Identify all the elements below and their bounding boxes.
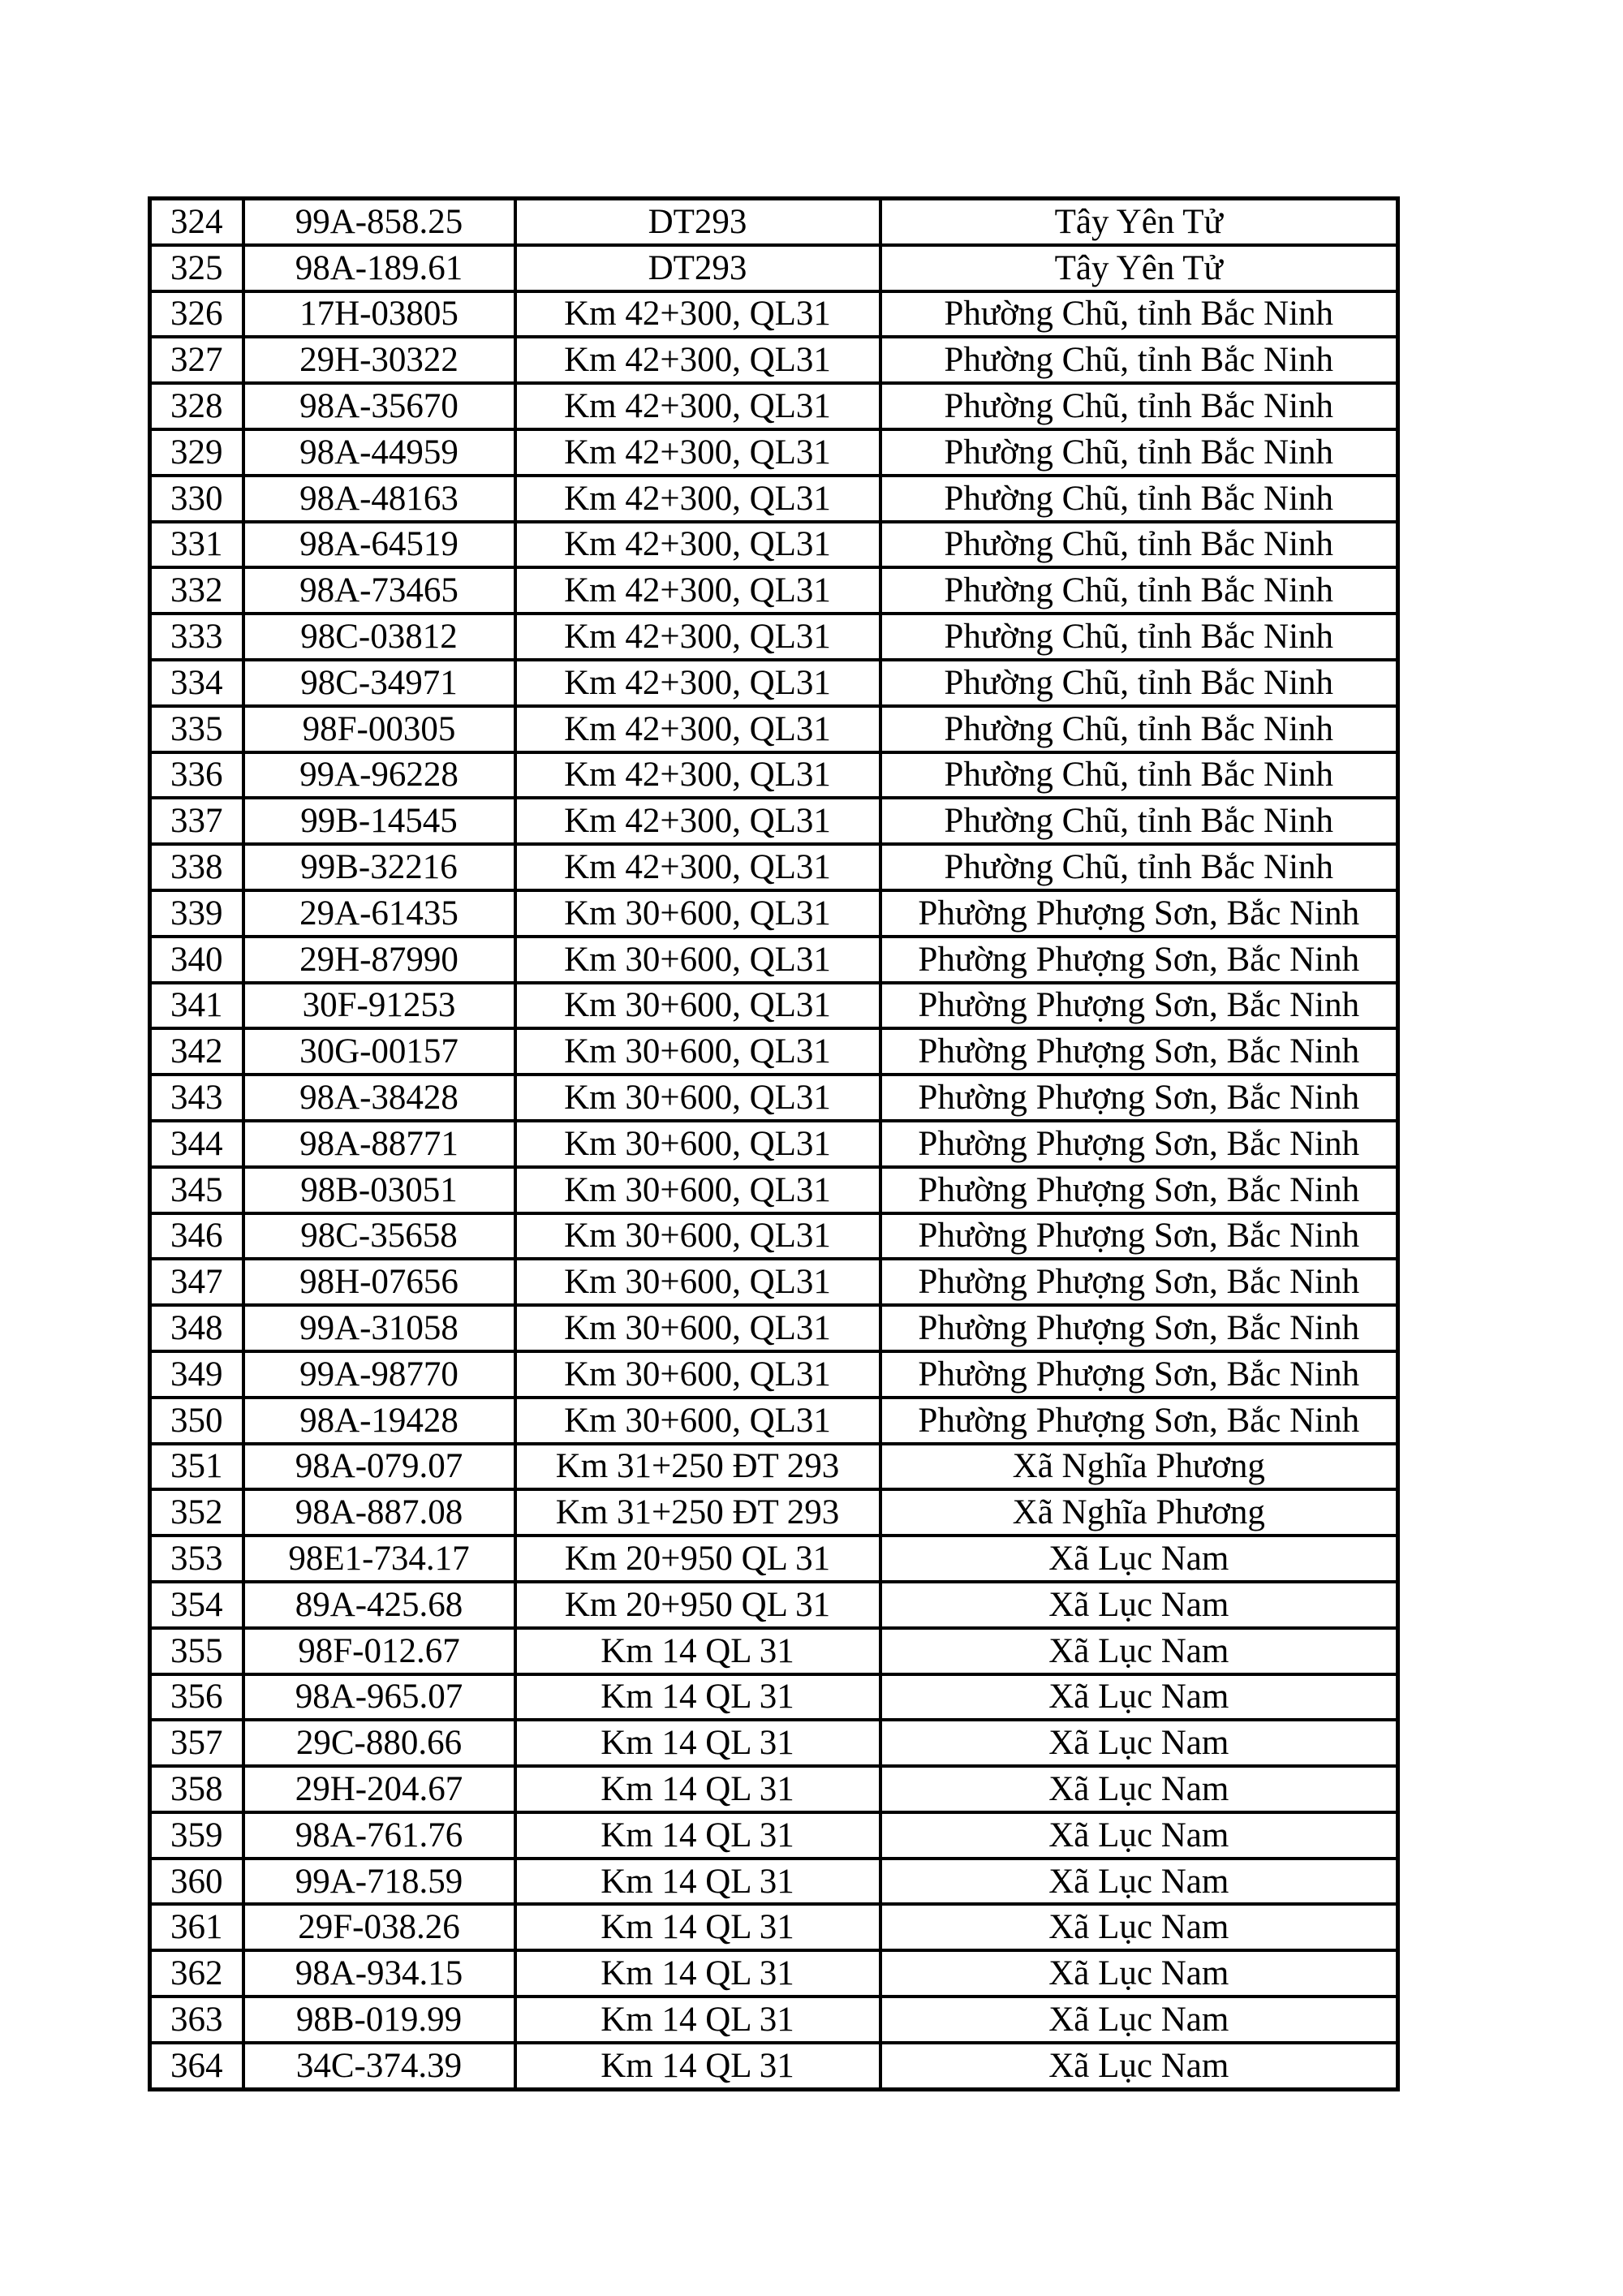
place-name-cell: Phường Chũ, tỉnh Bắc Ninh bbox=[880, 476, 1398, 522]
row-index-cell: 354 bbox=[150, 1582, 243, 1628]
location-cell: Km 20+950 QL 31 bbox=[515, 1582, 880, 1628]
plate-number-cell: 98A-73465 bbox=[243, 567, 515, 614]
violation-table bbox=[148, 196, 1400, 2091]
plate-number-cell: 98A-64519 bbox=[243, 522, 515, 568]
location-cell: Km 14 QL 31 bbox=[515, 1859, 880, 1905]
place-name-cell: Xã Lục Nam bbox=[880, 1674, 1398, 1721]
table-row bbox=[150, 199, 1398, 245]
plate-number-cell: 29F-038.26 bbox=[243, 1904, 515, 1950]
place-name-cell: Phường Chũ, tỉnh Bắc Ninh bbox=[880, 429, 1398, 476]
table-row bbox=[150, 1305, 1398, 1351]
table-row bbox=[150, 291, 1398, 338]
place-name-cell: Phường Chũ, tỉnh Bắc Ninh bbox=[880, 567, 1398, 614]
location-cell: Km 30+600, QL31 bbox=[515, 1167, 880, 1213]
place-name-cell: Xã Lục Nam bbox=[880, 1766, 1398, 1812]
location-cell: Km 42+300, QL31 bbox=[515, 567, 880, 614]
plate-number-cell: 99B-14545 bbox=[243, 798, 515, 844]
plate-number-cell: 99A-31058 bbox=[243, 1305, 515, 1351]
location-cell: Km 30+600, QL31 bbox=[515, 1121, 880, 1167]
row-index-cell: 340 bbox=[150, 937, 243, 983]
place-name-cell: Xã Lục Nam bbox=[880, 1950, 1398, 1997]
place-name-cell: Xã Nghĩa Phương bbox=[880, 1489, 1398, 1536]
table-row bbox=[150, 1167, 1398, 1213]
row-index-cell: 326 bbox=[150, 291, 243, 338]
place-name-cell: Tây Yên Tử bbox=[880, 199, 1398, 245]
plate-number-cell: 99A-858.25 bbox=[243, 199, 515, 245]
plate-number-cell: 98A-887.08 bbox=[243, 1489, 515, 1536]
plate-number-cell: 98F-012.67 bbox=[243, 1628, 515, 1674]
row-index-cell: 363 bbox=[150, 1997, 243, 2043]
table-row bbox=[150, 337, 1398, 383]
row-index-cell: 338 bbox=[150, 844, 243, 890]
table-row bbox=[150, 1121, 1398, 1167]
table-row bbox=[150, 1950, 1398, 1997]
place-name-cell: Phường Phượng Sơn, Bắc Ninh bbox=[880, 1028, 1398, 1075]
table-row bbox=[150, 752, 1398, 799]
location-cell: Km 14 QL 31 bbox=[515, 1904, 880, 1950]
row-index-cell: 331 bbox=[150, 522, 243, 568]
location-cell: Km 42+300, QL31 bbox=[515, 798, 880, 844]
row-index-cell: 342 bbox=[150, 1028, 243, 1075]
plate-number-cell: 98A-48163 bbox=[243, 476, 515, 522]
row-index-cell: 333 bbox=[150, 614, 243, 660]
location-cell: Km 30+600, QL31 bbox=[515, 1351, 880, 1398]
location-cell: Km 42+300, QL31 bbox=[515, 383, 880, 429]
table-row bbox=[150, 660, 1398, 706]
location-cell: Km 42+300, QL31 bbox=[515, 522, 880, 568]
table-row bbox=[150, 1536, 1398, 1582]
row-index-cell: 327 bbox=[150, 337, 243, 383]
table-row bbox=[150, 1259, 1398, 1305]
table-row bbox=[150, 1213, 1398, 1260]
table-row bbox=[150, 1444, 1398, 1490]
row-index-cell: 358 bbox=[150, 1766, 243, 1812]
location-cell: Km 42+300, QL31 bbox=[515, 291, 880, 338]
plate-number-cell: 98A-88771 bbox=[243, 1121, 515, 1167]
row-index-cell: 329 bbox=[150, 429, 243, 476]
place-name-cell: Phường Phượng Sơn, Bắc Ninh bbox=[880, 983, 1398, 1029]
location-cell: Km 30+600, QL31 bbox=[515, 1398, 880, 1444]
plate-number-cell: 29H-30322 bbox=[243, 337, 515, 383]
plate-number-cell: 98A-761.76 bbox=[243, 1812, 515, 1859]
plate-number-cell: 98A-19428 bbox=[243, 1398, 515, 1444]
place-name-cell: Phường Chũ, tỉnh Bắc Ninh bbox=[880, 522, 1398, 568]
place-name-cell: Tây Yên Tử bbox=[880, 245, 1398, 291]
row-index-cell: 349 bbox=[150, 1351, 243, 1398]
plate-number-cell: 17H-03805 bbox=[243, 291, 515, 338]
place-name-cell: Xã Lục Nam bbox=[880, 1812, 1398, 1859]
place-name-cell: Xã Lục Nam bbox=[880, 1904, 1398, 1950]
table-body bbox=[150, 199, 1398, 2090]
place-name-cell: Phường Chũ, tỉnh Bắc Ninh bbox=[880, 706, 1398, 752]
table-row bbox=[150, 706, 1398, 752]
place-name-cell: Xã Lục Nam bbox=[880, 1582, 1398, 1628]
place-name-cell: Phường Chũ, tỉnh Bắc Ninh bbox=[880, 383, 1398, 429]
row-index-cell: 332 bbox=[150, 567, 243, 614]
location-cell: Km 31+250 ĐT 293 bbox=[515, 1489, 880, 1536]
row-index-cell: 343 bbox=[150, 1075, 243, 1121]
row-index-cell: 348 bbox=[150, 1305, 243, 1351]
plate-number-cell: 29C-880.66 bbox=[243, 1720, 515, 1766]
location-cell: Km 31+250 ĐT 293 bbox=[515, 1444, 880, 1490]
location-cell: Km 14 QL 31 bbox=[515, 1812, 880, 1859]
plate-number-cell: 98H-07656 bbox=[243, 1259, 515, 1305]
table-row bbox=[150, 890, 1398, 937]
row-index-cell: 347 bbox=[150, 1259, 243, 1305]
place-name-cell: Phường Phượng Sơn, Bắc Ninh bbox=[880, 1351, 1398, 1398]
location-cell: Km 14 QL 31 bbox=[515, 1997, 880, 2043]
location-cell: Km 14 QL 31 bbox=[515, 2043, 880, 2089]
location-cell: Km 42+300, QL31 bbox=[515, 429, 880, 476]
location-cell: Km 42+300, QL31 bbox=[515, 337, 880, 383]
location-cell: Km 30+600, QL31 bbox=[515, 1075, 880, 1121]
table-row bbox=[150, 798, 1398, 844]
place-name-cell: Phường Phượng Sơn, Bắc Ninh bbox=[880, 1259, 1398, 1305]
table-row bbox=[150, 937, 1398, 983]
table-row bbox=[150, 567, 1398, 614]
table-row bbox=[150, 1398, 1398, 1444]
row-index-cell: 346 bbox=[150, 1213, 243, 1260]
row-index-cell: 359 bbox=[150, 1812, 243, 1859]
plate-number-cell: 99B-32216 bbox=[243, 844, 515, 890]
row-index-cell: 355 bbox=[150, 1628, 243, 1674]
plate-number-cell: 98A-44959 bbox=[243, 429, 515, 476]
plate-number-cell: 98A-965.07 bbox=[243, 1674, 515, 1721]
row-index-cell: 361 bbox=[150, 1904, 243, 1950]
place-name-cell: Phường Chũ, tỉnh Bắc Ninh bbox=[880, 660, 1398, 706]
table-row bbox=[150, 1582, 1398, 1628]
plate-number-cell: 98F-00305 bbox=[243, 706, 515, 752]
plate-number-cell: 30F-91253 bbox=[243, 983, 515, 1029]
plate-number-cell: 29H-87990 bbox=[243, 937, 515, 983]
plate-number-cell: 98B-019.99 bbox=[243, 1997, 515, 2043]
place-name-cell: Xã Lục Nam bbox=[880, 1720, 1398, 1766]
location-cell: Km 30+600, QL31 bbox=[515, 1259, 880, 1305]
plate-number-cell: 98E1-734.17 bbox=[243, 1536, 515, 1582]
plate-number-cell: 98A-079.07 bbox=[243, 1444, 515, 1490]
plate-number-cell: 29A-61435 bbox=[243, 890, 515, 937]
table-row bbox=[150, 1351, 1398, 1398]
place-name-cell: Phường Phượng Sơn, Bắc Ninh bbox=[880, 890, 1398, 937]
location-cell: Km 42+300, QL31 bbox=[515, 476, 880, 522]
location-cell: Km 30+600, QL31 bbox=[515, 890, 880, 937]
location-cell: Km 42+300, QL31 bbox=[515, 844, 880, 890]
table-row bbox=[150, 1075, 1398, 1121]
table-row bbox=[150, 1489, 1398, 1536]
table-row bbox=[150, 383, 1398, 429]
place-name-cell: Xã Lục Nam bbox=[880, 1859, 1398, 1905]
place-name-cell: Phường Phượng Sơn, Bắc Ninh bbox=[880, 1167, 1398, 1213]
location-cell: Km 14 QL 31 bbox=[515, 1720, 880, 1766]
location-cell: Km 30+600, QL31 bbox=[515, 937, 880, 983]
table-row bbox=[150, 1028, 1398, 1075]
place-name-cell: Xã Lục Nam bbox=[880, 2043, 1398, 2089]
location-cell: Km 42+300, QL31 bbox=[515, 752, 880, 799]
table-row bbox=[150, 614, 1398, 660]
location-cell: Km 42+300, QL31 bbox=[515, 660, 880, 706]
place-name-cell: Phường Phượng Sơn, Bắc Ninh bbox=[880, 1398, 1398, 1444]
place-name-cell: Phường Chũ, tỉnh Bắc Ninh bbox=[880, 291, 1398, 338]
table-row bbox=[150, 983, 1398, 1029]
row-index-cell: 352 bbox=[150, 1489, 243, 1536]
table-row bbox=[150, 1812, 1398, 1859]
place-name-cell: Phường Chũ, tỉnh Bắc Ninh bbox=[880, 614, 1398, 660]
row-index-cell: 324 bbox=[150, 199, 243, 245]
row-index-cell: 341 bbox=[150, 983, 243, 1029]
table-row bbox=[150, 1766, 1398, 1812]
plate-number-cell: 30G-00157 bbox=[243, 1028, 515, 1075]
table-row bbox=[150, 1997, 1398, 2043]
plate-number-cell: 89A-425.68 bbox=[243, 1582, 515, 1628]
place-name-cell: Xã Lục Nam bbox=[880, 1997, 1398, 2043]
place-name-cell: Xã Lục Nam bbox=[880, 1536, 1398, 1582]
row-index-cell: 337 bbox=[150, 798, 243, 844]
place-name-cell: Phường Chũ, tỉnh Bắc Ninh bbox=[880, 337, 1398, 383]
place-name-cell: Phường Phượng Sơn, Bắc Ninh bbox=[880, 1213, 1398, 1260]
table-row bbox=[150, 1720, 1398, 1766]
plate-number-cell: 98C-35658 bbox=[243, 1213, 515, 1260]
plate-number-cell: 98B-03051 bbox=[243, 1167, 515, 1213]
table-row bbox=[150, 1628, 1398, 1674]
place-name-cell: Phường Chũ, tỉnh Bắc Ninh bbox=[880, 798, 1398, 844]
row-index-cell: 345 bbox=[150, 1167, 243, 1213]
row-index-cell: 356 bbox=[150, 1674, 243, 1721]
table-row bbox=[150, 245, 1398, 291]
table-row bbox=[150, 844, 1398, 890]
row-index-cell: 357 bbox=[150, 1720, 243, 1766]
row-index-cell: 330 bbox=[150, 476, 243, 522]
plate-number-cell: 98C-03812 bbox=[243, 614, 515, 660]
row-index-cell: 344 bbox=[150, 1121, 243, 1167]
place-name-cell: Phường Chũ, tỉnh Bắc Ninh bbox=[880, 752, 1398, 799]
location-cell: DT293 bbox=[515, 199, 880, 245]
location-cell: Km 14 QL 31 bbox=[515, 1674, 880, 1721]
table-row bbox=[150, 522, 1398, 568]
row-index-cell: 353 bbox=[150, 1536, 243, 1582]
table-row bbox=[150, 2043, 1398, 2089]
plate-number-cell: 34C-374.39 bbox=[243, 2043, 515, 2089]
row-index-cell: 334 bbox=[150, 660, 243, 706]
location-cell: Km 30+600, QL31 bbox=[515, 983, 880, 1029]
location-cell: Km 42+300, QL31 bbox=[515, 614, 880, 660]
row-index-cell: 351 bbox=[150, 1444, 243, 1490]
table-row bbox=[150, 1674, 1398, 1721]
place-name-cell: Xã Nghĩa Phương bbox=[880, 1444, 1398, 1490]
location-cell: Km 14 QL 31 bbox=[515, 1766, 880, 1812]
row-index-cell: 364 bbox=[150, 2043, 243, 2089]
plate-number-cell: 98A-934.15 bbox=[243, 1950, 515, 1997]
plate-number-cell: 98A-35670 bbox=[243, 383, 515, 429]
table-row bbox=[150, 1859, 1398, 1905]
location-cell: Km 20+950 QL 31 bbox=[515, 1536, 880, 1582]
place-name-cell: Phường Phượng Sơn, Bắc Ninh bbox=[880, 937, 1398, 983]
plate-number-cell: 99A-96228 bbox=[243, 752, 515, 799]
row-index-cell: 335 bbox=[150, 706, 243, 752]
row-index-cell: 328 bbox=[150, 383, 243, 429]
plate-number-cell: 29H-204.67 bbox=[243, 1766, 515, 1812]
plate-number-cell: 99A-98770 bbox=[243, 1351, 515, 1398]
place-name-cell: Phường Phượng Sơn, Bắc Ninh bbox=[880, 1305, 1398, 1351]
location-cell: Km 42+300, QL31 bbox=[515, 706, 880, 752]
place-name-cell: Phường Phượng Sơn, Bắc Ninh bbox=[880, 1121, 1398, 1167]
table-row bbox=[150, 476, 1398, 522]
row-index-cell: 360 bbox=[150, 1859, 243, 1905]
plate-number-cell: 98A-38428 bbox=[243, 1075, 515, 1121]
plate-number-cell: 99A-718.59 bbox=[243, 1859, 515, 1905]
row-index-cell: 325 bbox=[150, 245, 243, 291]
plate-number-cell: 98C-34971 bbox=[243, 660, 515, 706]
table-row bbox=[150, 429, 1398, 476]
location-cell: Km 30+600, QL31 bbox=[515, 1028, 880, 1075]
location-cell: Km 30+600, QL31 bbox=[515, 1213, 880, 1260]
row-index-cell: 339 bbox=[150, 890, 243, 937]
row-index-cell: 350 bbox=[150, 1398, 243, 1444]
place-name-cell: Phường Chũ, tỉnh Bắc Ninh bbox=[880, 844, 1398, 890]
table-row bbox=[150, 1904, 1398, 1950]
location-cell: Km 14 QL 31 bbox=[515, 1950, 880, 1997]
place-name-cell: Phường Phượng Sơn, Bắc Ninh bbox=[880, 1075, 1398, 1121]
location-cell: Km 30+600, QL31 bbox=[515, 1305, 880, 1351]
plate-number-cell: 98A-189.61 bbox=[243, 245, 515, 291]
row-index-cell: 336 bbox=[150, 752, 243, 799]
location-cell: Km 14 QL 31 bbox=[515, 1628, 880, 1674]
row-index-cell: 362 bbox=[150, 1950, 243, 1997]
place-name-cell: Xã Lục Nam bbox=[880, 1628, 1398, 1674]
location-cell: DT293 bbox=[515, 245, 880, 291]
